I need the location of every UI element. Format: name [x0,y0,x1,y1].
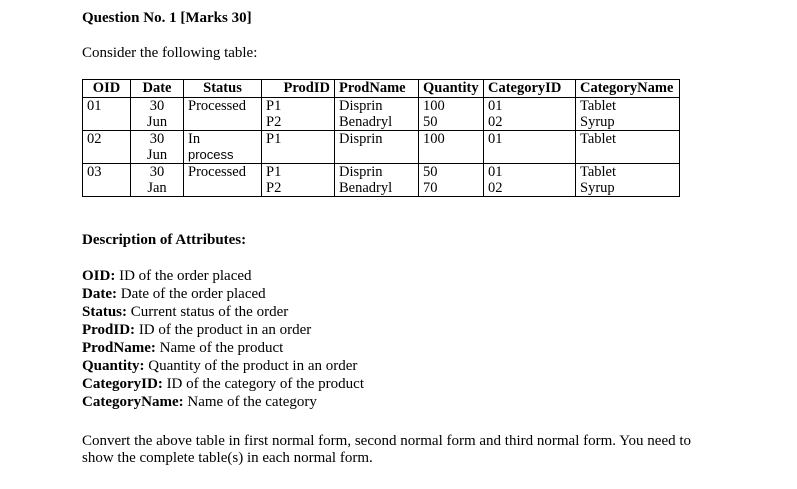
attribute-item [82,285,364,303]
header-status: Status [184,80,262,98]
cell-prodid: P1 [262,131,335,164]
attribute-item [82,375,364,393]
header-oid: OID [83,80,131,98]
cell-categoryname: Tablet Syrup [576,164,680,197]
cell-prodid: P1 P2 [262,98,335,131]
table-row [83,98,680,131]
attribute-name: Status: [82,304,128,320]
cell-status: Processed [184,98,262,131]
attribute-name: OID: [82,268,116,284]
cell-oid: 02 [83,131,131,164]
cell-categoryname: Tablet [576,131,680,164]
attribute-item [82,321,364,339]
header-prodname: ProdName [335,80,419,98]
attribute-name: ProdID: [82,322,136,338]
attribute-text: ID of the order placed [115,268,252,284]
attribute-text: ID of the category of the product [162,376,364,392]
cell-date: 30 Jun [131,98,184,131]
cell-quantity: 100 50 [419,98,484,131]
cell-categoryid: 01 [484,131,576,164]
cell-prodname: Disprin Benadryl [335,98,419,131]
attribute-list [82,267,364,411]
cell-status: Processed [184,164,262,197]
attribute-name: CategoryID: [82,376,163,392]
header-quantity: Quantity [419,80,484,98]
header-categoryid: CategoryID [484,80,576,98]
description-title: Description of Attributes: [82,232,247,248]
cell-date: 30 Jun [131,131,184,164]
cell-categoryname: Tablet Syrup [576,98,680,131]
attribute-name: Date: [82,286,117,302]
cell-status: In process [184,131,262,164]
table-row [83,164,680,197]
attribute-item [82,357,364,375]
attribute-text: Date of the order placed [116,286,266,302]
header-prodid: ProdID [262,80,335,98]
cell-prodname: Disprin [335,131,419,164]
attribute-text: Current status of the order [127,304,289,320]
cell-quantity: 100 [419,131,484,164]
cell-quantity: 50 70 [419,164,484,197]
cell-date: 30 Jan [131,164,184,197]
cell-prodid: P1 P2 [262,164,335,197]
attribute-name: CategoryName: [82,394,184,410]
orders-table [82,79,680,197]
intro-text: Consider the following table: [82,45,258,61]
attribute-name: Quantity: [82,358,145,374]
table-row [83,131,680,164]
attribute-item [82,393,364,411]
attribute-text: ID of the product in an order [135,322,312,338]
cell-categoryid: 01 02 [484,164,576,197]
header-date: Date [131,80,184,98]
cell-oid: 03 [83,164,131,197]
attribute-item [82,339,364,357]
attribute-text: Name of the product [155,340,284,356]
task-text: Convert the above table in first normal form, second normal form and third normal form. You need to show the complete table(s) in each normal form. [82,433,692,466]
header-categoryname: CategoryName [576,80,680,98]
attribute-text: Quantity of the product in an order [144,358,358,374]
attribute-text: Name of the category [183,394,317,410]
question-heading: Question No. 1 [Marks 30] [82,10,252,26]
cell-oid: 01 [83,98,131,131]
table-header-row [83,80,680,98]
attribute-item [82,303,364,321]
cell-categoryid: 01 02 [484,98,576,131]
attribute-item [82,267,364,285]
attribute-name: ProdName: [82,340,156,356]
cell-prodname: Disprin Benadryl [335,164,419,197]
